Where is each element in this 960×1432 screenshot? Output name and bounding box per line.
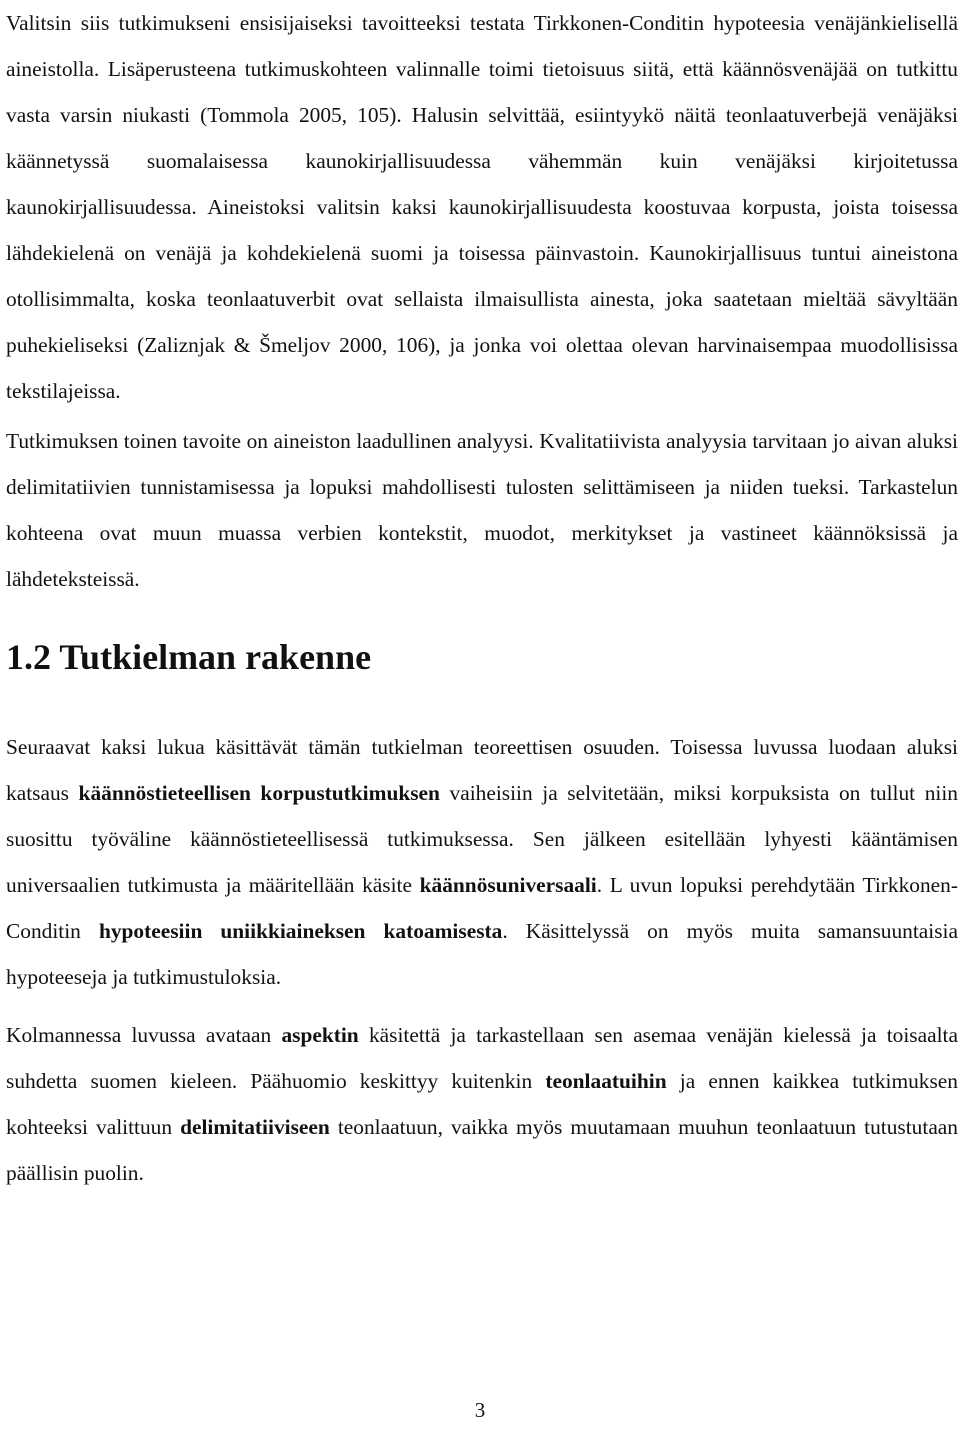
bold-term: hypoteesiin uniikkiaineksen katoamisesta [98,919,503,943]
text-run: Kolmannessa luvussa avataan [6,1023,282,1047]
text-run: ja ennen kaikkea tutkimuksen kohteeksi valittuun [6,1069,958,1139]
text-run: käsitettä ja tarkastellaan sen asemaa venäjän kielessä ja toisaalta suhdetta suomen kieleen. Päähuomio keskittyy kuitenkin [6,1023,958,1093]
body-paragraph-3 [6,724,958,1000]
text-run: Seuraavat kaksi lukua käsittävät tämän tutkielman teoreettisen osuuden. Toisessa luvussa luodaan aluksi katsaus [6,735,958,805]
bold-term: aspektin [281,1023,359,1047]
body-paragraph-4 [6,1012,958,1196]
bold-term: käännösuniversaali [419,873,597,897]
text-run: . L uvun lopuksi perehdytään Tirkkonen-Conditin [6,873,958,943]
page-number: 3 [474,1398,486,1422]
bold-term: delimitatiiviseen [180,1115,330,1139]
body-paragraph-1: Valitsin siis tutkimukseni ensisijaiseksi tavoitteeksi testata Tirkkonen-Conditin hypoteesia venäjänkielisellä aineistolla. Lisäperusteena tutkimuskohteen valinnalle toimi tietoisuus siitä, että käännösvenäjää on tutkittu vasta varsin niukasti (Tommola 2005, 105). Halusin selvittää, esiintyykö näitä teonlaatuverbejä venäjäksi käännetyssä suomalaisessa kaunokirjallisuudessa vähemmän kuin venäjäksi kirjoitetussa kaunokirjallisuudessa. Aineistoksi valitsin kaksi kaunokirjallisuudesta koostuvaa korpusta, joista toisessa lähdekielenä on venäjä ja kohdekielenä suomi ja toisessa päinvastoin. Kaunokirjallisuus tuntui aineistona otollisimmalta, koska teonlaatuverbit ovat sellaista ilmaisullista ainesta, joka saatetaan mieltää sävyltään puhekieliseksi (Zaliznjak & Šmeljov 2000, 106), ja jonka voi olettaa olevan harvinaisempaa muodollisissa tekstilajeissa. [6,11,958,403]
body-paragraph-2: Tutkimuksen toinen tavoite on aineiston laadullinen analyysi. Kvalitatiivista analyysia tarvitaan jo aivan aluksi delimitatiivien tunnistamisessa ja lopuksi mahdollisesti tulosten selittämiseen ja niiden tueksi. Tarkastelun kohteena ovat muun muassa verbien kontekstit, muodot, merkitykset ja vastineet käännöksissä ja lähdeteksteissä. [6,429,958,591]
bold-term: teonlaatuihin [545,1069,667,1093]
section-heading: 1.2 Tutkielman rakenne [6,637,372,677]
text-run: . Käsittelyssä on myös muita samansuuntaisia hypoteeseja ja tutkimustuloksia. [6,919,958,989]
text-run: teonlaatuun, vaikka myös muutamaan muuhun teonlaatuun tutustutaan päällisin puolin. [6,1115,958,1185]
document-page [6,0,958,1196]
bold-term: käännöstieteellisen korpustutkimuksen [78,781,440,805]
text-run: vaiheisiin ja selvitetään, miksi korpuksista on tullut niin suosittu työväline käännöstieteellisessä tutkimuksessa. Sen jälkeen esitellään lyhyesti kääntämisen universaalien tutkimusta ja määritellään käsite [6,781,958,897]
